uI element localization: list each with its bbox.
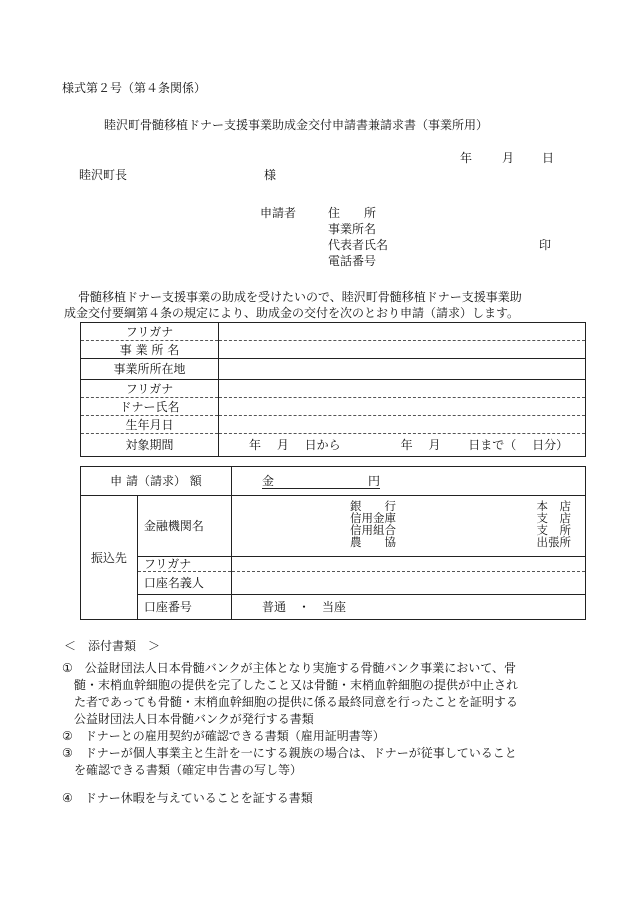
date-day: 日 — [542, 151, 555, 165]
date-month: 月 — [502, 151, 515, 165]
business-address-field[interactable] — [219, 359, 586, 380]
applicant-representative: 代表者氏名 — [328, 238, 389, 252]
account-type-field[interactable]: 普通 ・ 当座 — [232, 595, 586, 620]
business-furigana-field[interactable] — [219, 323, 586, 341]
applicant-address: 住 所 — [328, 206, 377, 220]
bank-type-nokyo: 農 協 — [350, 535, 396, 549]
attachment-2: ② ドナーとの雇用契約が確認できる書類（雇用証明書等） — [62, 729, 385, 743]
amount-prefix: 金 — [262, 473, 275, 488]
business-name-label: 事 業 所 名 — [81, 341, 219, 359]
donor-name-field[interactable] — [219, 398, 586, 416]
furigana-label-1: フリガナ — [81, 323, 219, 341]
document-title: 睦沢町骨髄移植ドナー支援事業助成金交付申請書兼請求書（事業所用） — [104, 118, 489, 132]
account-holder-field[interactable] — [232, 572, 586, 595]
attachment-3-line-1: ③ ドナーが個人事業主と生計を一にする親族の場合は、ドナーが従事していること — [62, 746, 517, 760]
attachment-1-line-1: ① 公益財団法人日本骨髄バンクが主体となり実施する骨髄バンク事業において、骨 — [62, 661, 517, 675]
applicant-business-name: 事業所名 — [328, 222, 377, 236]
branch-type-list — [537, 500, 572, 548]
attachment-1-line-3: た者であっても骨髄・末梢血幹細胞の提供に係る最終同意を行ったことを証明する — [62, 695, 518, 709]
branch-type-branch: 支 店 — [536, 511, 571, 525]
donor-furigana-field[interactable] — [219, 380, 586, 398]
period-label: 対象期間 — [81, 434, 219, 457]
furigana-label-2: フリガナ — [81, 380, 219, 398]
account-number-label: 口座番号 — [137, 595, 231, 620]
birth-date-label: 生年月日 — [81, 416, 219, 434]
addressee: 睦沢町長 — [79, 168, 128, 182]
amount-label: 申 請（請求） 額 — [81, 467, 232, 496]
honorific: 様 — [264, 168, 277, 182]
donor-info-table — [80, 322, 586, 457]
business-address-label: 事業所所在地 — [81, 359, 219, 380]
form-number: 様式第２号（第４条関係） — [62, 81, 207, 95]
period-field[interactable]: 年 月 日から 年 月 日まで（ 日分） — [219, 434, 586, 457]
applicant-phone: 電話番号 — [328, 254, 377, 268]
intro-line-1: 骨髄移植ドナー支援事業の助成を受けたいので、睦沢町骨髄移植ドナー支援事業助 — [78, 290, 522, 304]
applicant-label: 申請者 — [260, 206, 297, 220]
amount-suffix: 円 — [367, 473, 380, 488]
bank-type-list — [350, 500, 396, 548]
bank-label: 金融機関名 — [137, 496, 231, 557]
branch-type-main: 本 店 — [536, 499, 571, 513]
attachment-1-line-4: 公益財団法人日本骨髄バンクが発行する書類 — [62, 712, 314, 726]
attachment-1-line-2: 髄・末梢血幹細胞の提供を完了したこと又は骨髄・末梢血幹細胞の提供が中止され — [62, 678, 519, 692]
attachment-3-line-2: を確認できる書類（確定申告書の写し等） — [62, 763, 303, 777]
furigana-label-3: フリガナ — [137, 557, 231, 572]
bank-field[interactable] — [232, 496, 586, 557]
account-furigana-field[interactable] — [232, 557, 586, 572]
account-holder-label: 口座名義人 — [137, 572, 231, 595]
donor-name-label: ドナー氏名 — [81, 398, 219, 416]
bank-type-bank: 銀 行 — [350, 499, 396, 513]
birth-date-field[interactable] — [219, 416, 586, 434]
business-name-field[interactable] — [219, 341, 586, 359]
attachments-heading: ＜ 添付書類 ＞ — [64, 639, 161, 653]
payment-table — [80, 466, 586, 620]
attachment-4: ④ ドナー休暇を与えていることを証する書類 — [62, 791, 313, 805]
branch-type-sub: 支 所 — [536, 523, 571, 537]
seal-mark: 印 — [539, 238, 552, 252]
date-year: 年 — [460, 151, 473, 165]
intro-line-2: 成金交付要綱第４条の規定により、助成金の交付を次のとおり申請（請求）します。 — [64, 306, 520, 320]
transfer-label: 振込先 — [81, 496, 138, 620]
bank-type-shinkin: 信用金庫 — [350, 511, 396, 525]
amount-field[interactable] — [232, 467, 586, 496]
branch-type-office: 出張所 — [536, 535, 571, 549]
bank-type-kumiai: 信用組合 — [350, 523, 396, 537]
